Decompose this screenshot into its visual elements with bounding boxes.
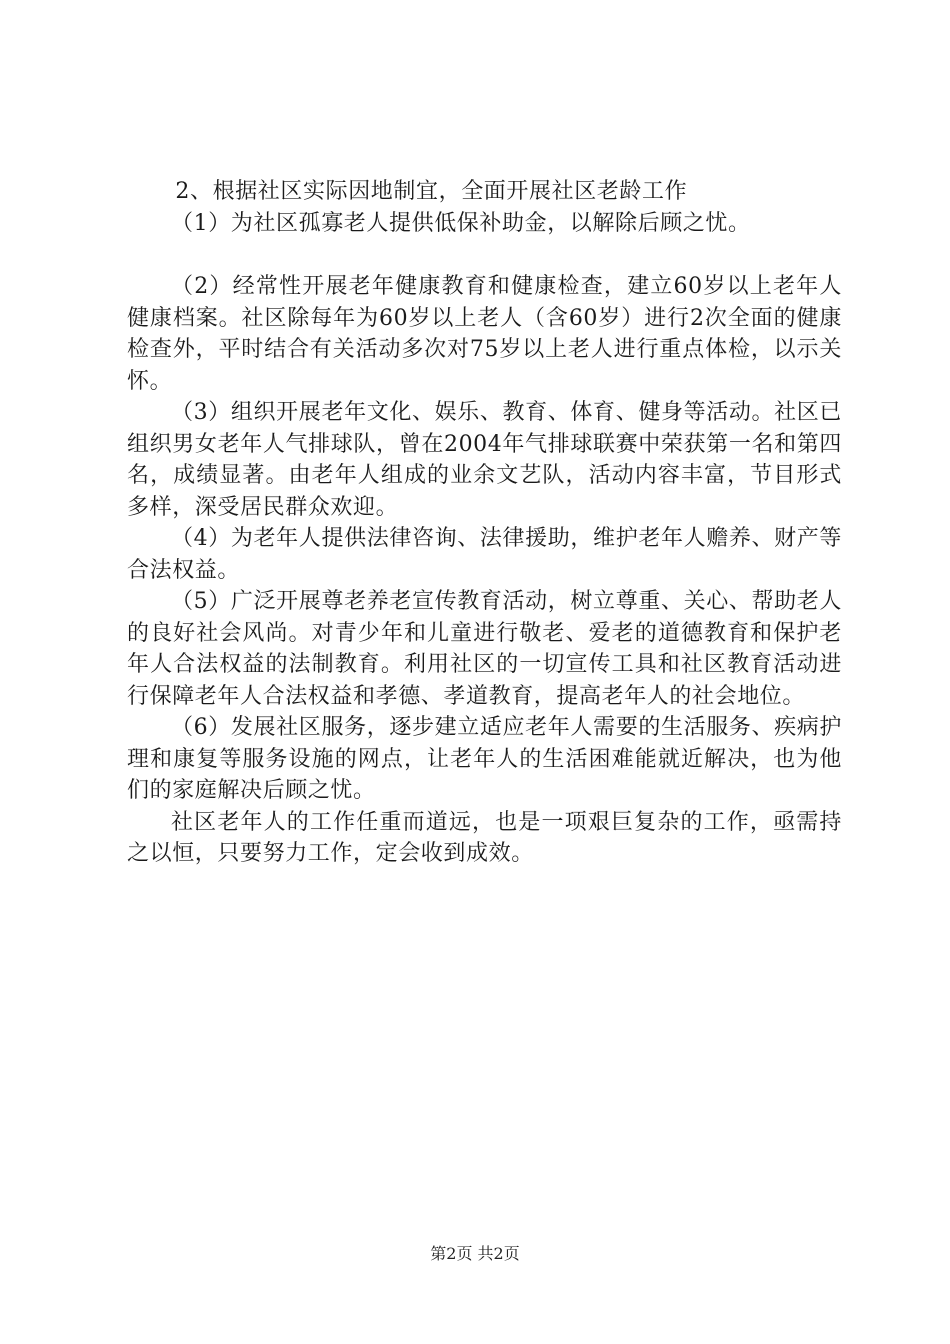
paragraph-item-3: （3）组织开展老年文化、娱乐、教育、体育、健身等活动。社区已组织男女老年人气排球队，曾在2004年气排球联赛中荣获第一名和第四名，成绩显著。由老年人组成的业余文艺队，活动内容丰富，节目形式多样，深受居民群众欢迎。 (127, 400, 842, 520)
document-body (127, 176, 842, 870)
paragraph-item-2: （2）经常性开展老年健康教育和健康检查，建立60岁以上老年人健康档案。社区除每年为60岁以上老人（含60岁）进行2次全面的健康检查外，平时结合有关活动多次对75岁以上老人进行重点体检，以示关怀。 (127, 274, 842, 394)
closing-paragraph: 社区老年人的工作任重而道远，也是一项艰巨复杂的工作，亟需持之以恒，只要努力工作，定会收到成效。 (127, 809, 842, 866)
paragraph-item-4: （4）为老年人提供法律咨询、法律援助，维护老年人赡养、财产等合法权益。 (127, 526, 842, 583)
page-footer: 第2页 共2页 (430, 1244, 520, 1263)
paragraph-item-5: （5）广泛开展尊老养老宣传教育活动，树立尊重、关心、帮助老人的良好社会风尚。对青少年和儿童进行敬老、爱老的道德教育和保护老年人合法权益的法制教育。利用社区的一切宣传工具和社区教育活动进行保障老年人合法权益和孝德、孝道教育，提高老年人的社会地位。 (127, 589, 842, 709)
paragraph-item-6: （6）发展社区服务，逐步建立适应老年人需要的生活服务、疾病护理和康复等服务设施的网点，让老年人的生活困难能就近解决，也为他们的家庭解决后顾之忧。 (127, 715, 842, 803)
section-heading: 2、根据社区实际因地制宜，全面开展社区老龄工作 (175, 179, 688, 204)
paragraph-item-1: （1）为社区孤寡老人提供低保补助金，以解除后顾之忧。 (171, 210, 751, 236)
